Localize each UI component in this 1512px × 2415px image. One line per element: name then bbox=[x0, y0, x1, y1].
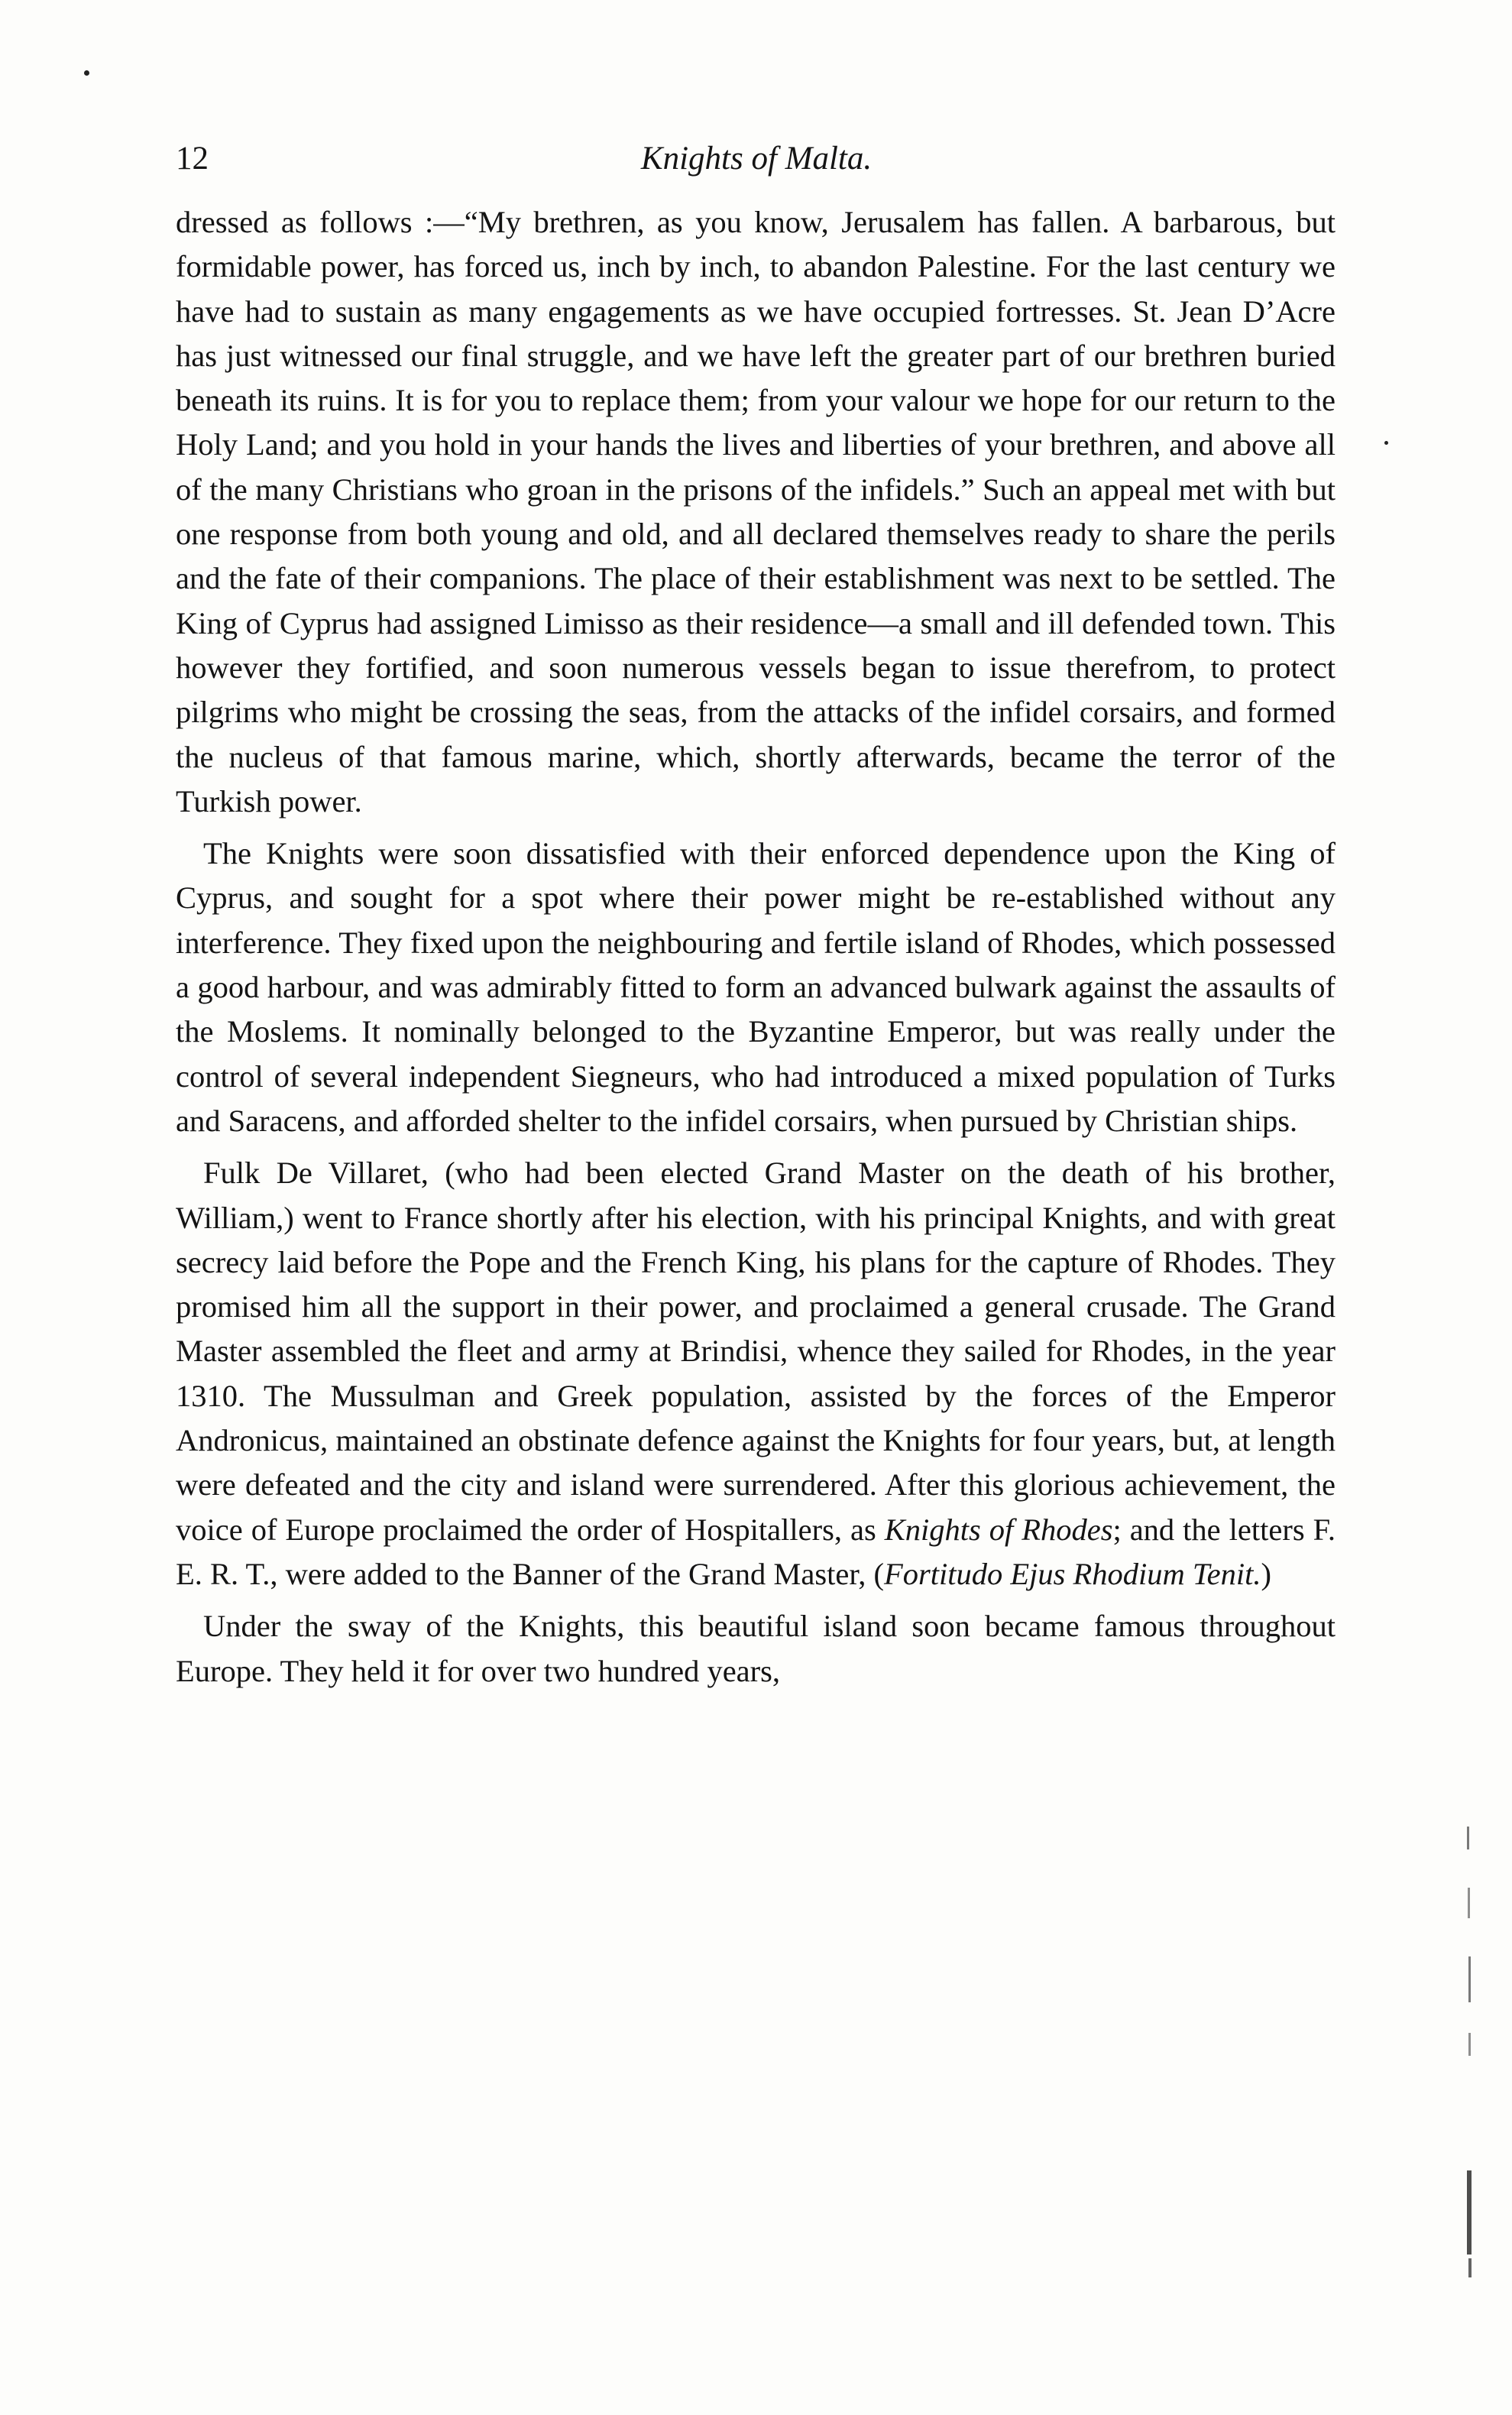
binding-mark bbox=[1468, 1888, 1470, 1918]
italic-motto: Fortitudo Ejus Rhodium Tenit. bbox=[883, 1556, 1261, 1591]
scan-speck bbox=[1384, 441, 1388, 445]
binding-mark bbox=[1468, 2258, 1472, 2277]
binding-mark bbox=[1467, 2170, 1472, 2255]
paragraph-3-text-b: ; and the letters F. E. R. T., were added to the Banner of the Grand Master, ( bbox=[176, 1512, 1336, 1591]
paragraph-3-text-c: ) bbox=[1261, 1556, 1271, 1591]
body-text bbox=[176, 200, 1336, 1701]
running-title: Knights of Malta. bbox=[640, 141, 873, 177]
scan-speck bbox=[84, 70, 89, 76]
binding-mark bbox=[1467, 1827, 1469, 1849]
running-head bbox=[176, 136, 1337, 182]
paragraph-3 bbox=[176, 1151, 1336, 1596]
page-number: 12 bbox=[176, 141, 209, 177]
paragraph-3-text-a: Fulk De Villaret, (who had been elected Grand Master on the death of his brother, William,) went to France shortly after his election, with his principal Knights, and with great secrecy laid before the Pope and the French King, his plans for the capture of Rhodes. They promised him all the support in their power, and proclaimed a general crusade. The Grand Master assembled the fleet and army at Brindisi, whence they sailed for Rhodes, in the year 1310. The Mussulman and Greek population, assisted by the forces of the Emperor Andronicus, maintained an obstinate defence against the Knights for four years, but, at length were defeated and the city and island were surrendered. After this glorious achievement, the voice of Europe proclaimed the order of Hospitallers, as bbox=[176, 1156, 1336, 1547]
paragraph-2: The Knights were soon dissatisfied with their enforced dependence upon the King of Cyprus, and sought for a spot where their power might be re-established without any interference. They fixed upon the neighbouring and fertile island of Rhodes, which possessed a good harbour, and was admirably fitted to form an advanced bulwark against the assaults of the Moslems. It nominally belonged to the Byzantine Emperor, but was really under the control of several independent Siegneurs, who had introduced a mixed population of Turks and Saracens, and afforded shelter to the infidel corsairs, when pursued by Christian ships. bbox=[176, 836, 1336, 1138]
italic-knights-of-rhodes: Knights of Rhodes bbox=[884, 1512, 1113, 1547]
paragraph-4: Under the sway of the Knights, this beautiful island soon became famous throughout Europe. They held it for over two hundred years, bbox=[176, 1609, 1336, 1688]
binding-mark bbox=[1468, 2033, 1471, 2056]
paragraph-1: dressed as follows :—“My brethren, as you know, Jerusalem has fallen. A barbarous, but formidable power, has forced us, inch by inch, to abandon Palestine. For the last century we have had to sustain as many engagements as we have occupied fortresses. St. Jean D’Acre has just witnessed our final struggle, and we have left the greater part of our brethren buried beneath its ruins. It is for you to replace them; from your valour we hope for our return to the Holy Land; and you hold in your hands the lives and liberties of your brethren, and above all of the many Christians who groan in the prisons of the infidels.” Such an appeal met with but one response from both young and old, and all declared themselves ready to share the perils and the fate of their companions. The place of their establishment was next to be settled. The King of Cyprus had assigned Limisso as their residence—a small and ill defended town. This however they fortified, and soon numerous vessels began to issue therefrom, to protect pilgrims who might be crossing the seas, from the attacks of the infidel corsairs, and formed the nucleus of that famous marine, which, shortly afterwards, became the terror of the Turkish power. bbox=[176, 205, 1336, 819]
binding-mark bbox=[1468, 1956, 1471, 2002]
